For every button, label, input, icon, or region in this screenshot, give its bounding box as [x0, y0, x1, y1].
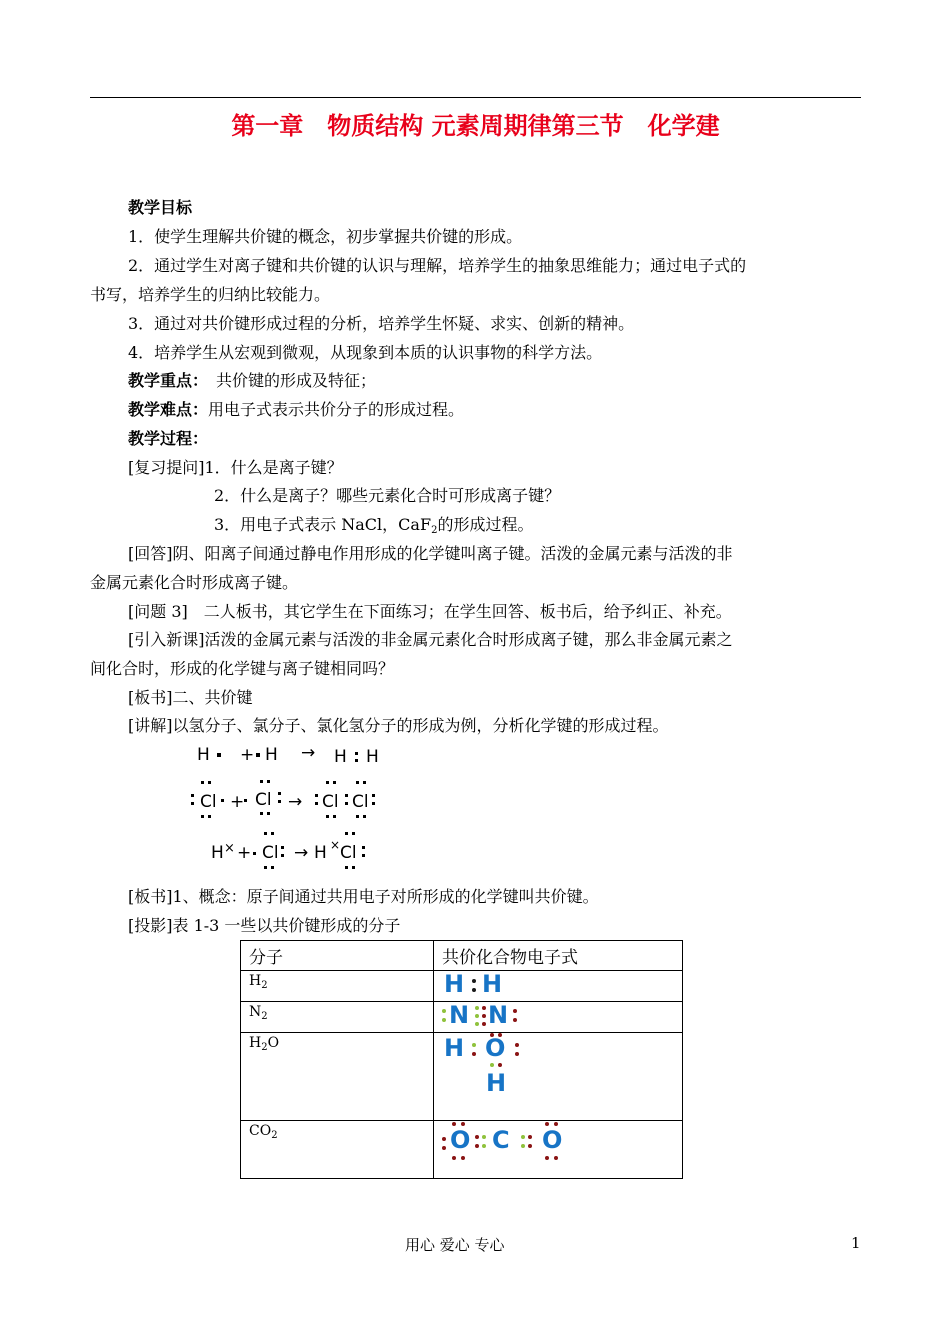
- electron-formula-h2: [434, 971, 683, 1002]
- molecule-table: [240, 940, 683, 1179]
- key-point: [128, 371, 376, 391]
- eq1-arrow: →: [301, 743, 316, 763]
- co2-dot: [545, 1156, 549, 1160]
- molecule-cell: $N_2$: [241, 1002, 434, 1033]
- n2-dot: [442, 1018, 446, 1022]
- n2-dot: [442, 1009, 446, 1013]
- objective-2: 2．通过学生对离子键和共价键的认识与理解，培养学生的抽象思维能力；通过电子式的: [128, 256, 747, 275]
- eq1-plus: +: [240, 745, 255, 765]
- co2-dot: [475, 1144, 479, 1148]
- h2-atom-h: H: [444, 970, 465, 998]
- objective-4: 4．培养学生从宏观到微观，从现象到本质的认识事物的科学方法。: [128, 343, 603, 362]
- h2o-dot: [515, 1052, 519, 1056]
- h2o-dot: [472, 1043, 476, 1047]
- h2o-dot: [498, 1063, 502, 1067]
- difficulty-label: 教学难点：: [128, 400, 209, 419]
- h2o-atom-h: H: [444, 1034, 465, 1062]
- projection: [投影]表 1-3 一些以共价键形成的分子: [128, 916, 401, 935]
- h2o-dot: [490, 1063, 494, 1067]
- eq2-cl-right: Cl: [255, 790, 272, 810]
- n2-dot: [513, 1018, 517, 1022]
- eq3-h: H: [211, 843, 224, 863]
- n2-dot: [482, 1022, 486, 1026]
- intro-2: 间化合时，形成的化学键与离子键相同吗？: [90, 659, 395, 678]
- footer-motto: 用心 爱心 专心: [405, 1236, 505, 1254]
- eq1-pair-dot: [355, 759, 358, 762]
- key-point-label: 教学重点：: [128, 371, 201, 390]
- eq2-prod-cl1: Cl: [322, 792, 339, 812]
- n2-atom-n: N: [449, 1001, 470, 1029]
- eq1-prod-h2: H: [366, 747, 379, 767]
- eq1-prod-h1: H: [334, 747, 347, 767]
- co2-dot: [521, 1135, 525, 1139]
- review-q1: [复习提问]1．什么是离子键？: [128, 458, 343, 477]
- table-header-row: [241, 941, 683, 971]
- electron-formula-h2o: [434, 1033, 683, 1121]
- eq1-h-right: H: [265, 745, 278, 765]
- molecule-cell: $CO_2$: [241, 1121, 434, 1179]
- co2-dot: [482, 1135, 486, 1139]
- eq1-dot: [217, 753, 221, 757]
- process-heading: 教学过程：: [128, 429, 209, 448]
- eq3-plus: +: [237, 843, 252, 863]
- n2-dot: [482, 1006, 486, 1010]
- eq2-arrow: →: [288, 792, 303, 812]
- eq2-plus: +: [230, 792, 245, 812]
- header-rule: [90, 97, 861, 98]
- molecule-cell: $H_2O$: [241, 1033, 434, 1121]
- h2-pair-dot: [472, 979, 476, 983]
- co2-dot: [482, 1144, 486, 1148]
- eq1-dot: [256, 753, 260, 757]
- co2-dot: [461, 1156, 465, 1160]
- n2-atom-n: N: [488, 1001, 509, 1029]
- n2-dot: [475, 1022, 479, 1026]
- co2-dot: [554, 1156, 558, 1160]
- objectives-heading: 教学目标: [128, 198, 193, 217]
- co2-dot: [452, 1156, 456, 1160]
- electron-formula-n2: [434, 1002, 683, 1033]
- page-title: 第一章 物质结构 元素周期律第三节 化学建: [231, 112, 720, 140]
- eq3-electron-dots: [248, 828, 373, 872]
- board-1: [板书]二、共价键: [128, 688, 253, 707]
- co2-atom-o: O: [542, 1126, 563, 1154]
- review-q3-b: 的形成过程。: [437, 515, 534, 534]
- h2o-dot: [515, 1043, 519, 1047]
- co2-dot: [475, 1135, 479, 1139]
- concept: [板书]1、概念：原子间通过共用电子对所形成的化学键叫共价键。: [128, 887, 599, 906]
- n2-dot: [482, 1014, 486, 1018]
- eq3-cl: Cl: [262, 843, 279, 863]
- review-q2: 2．什么是离子？哪些元素化合时可形成离子键？: [214, 486, 561, 505]
- eq3-prod-h: H: [314, 843, 327, 863]
- answer-2: 金属元素化合时形成离子键。: [90, 573, 299, 592]
- table-row: [241, 1002, 683, 1033]
- h2o-atom-o: O: [485, 1034, 506, 1062]
- question-3: [问题 3] 二人板书，其它学生在下面练习；在学生回答、板书后，给予纠正、补充。: [128, 602, 732, 621]
- answer-1: [回答]阴、阳离子间通过静电作用形成的化学键叫离子键。活泼的金属元素与活泼的非: [128, 544, 733, 563]
- n2-dot: [513, 1009, 517, 1013]
- n2-dot: [475, 1014, 479, 1018]
- difficulty-text: 用电子式表示共价分子的形成过程。: [208, 400, 465, 419]
- intro-1: [引入新课]活泼的金属元素与活泼的非金属元素化合时形成离子键，那么非金属元素之: [128, 630, 733, 649]
- co2-atom-o: O: [450, 1126, 471, 1154]
- review-q3: [214, 515, 533, 535]
- eq3-prod-cl: Cl: [340, 843, 357, 863]
- eq2-electron-dots: [188, 778, 378, 822]
- h2-pair-dot: [472, 988, 476, 992]
- objective-1: 1．使学生理解共价键的概念，初步掌握共价键的形成。: [128, 227, 523, 246]
- co2-dot: [442, 1146, 446, 1150]
- objective-3: 3．通过对共价键形成过程的分析，培养学生怀疑、求实、创新的精神。: [128, 314, 635, 333]
- page-number: 1: [851, 1234, 861, 1252]
- objective-2-cont: 书写，培养学生的归纳比较能力。: [90, 285, 331, 304]
- table-row: [241, 1033, 683, 1121]
- lecture: [讲解]以氢分子、氯分子、氯化氢分子的形成为例，分析化学键的形成过程。: [128, 716, 669, 735]
- eq1-pair-dot: [355, 752, 358, 755]
- co2-dot: [528, 1144, 532, 1148]
- h2o-dot: [472, 1052, 476, 1056]
- h2-atom-h: H: [482, 970, 503, 998]
- co2-dot: [442, 1137, 446, 1141]
- co2-atom-c: C: [492, 1126, 510, 1154]
- table-header: 共价化合物电子式: [434, 941, 683, 971]
- eq2-cl-left: Cl: [200, 792, 217, 812]
- eq3-prod-x: ×: [330, 838, 341, 852]
- co2-dot: [521, 1144, 525, 1148]
- molecule-cell: $H_2$: [241, 971, 434, 1002]
- eq3-arrow: →: [294, 843, 309, 863]
- h2o-atom-h: H: [486, 1069, 507, 1097]
- table-header: 分子: [241, 941, 434, 971]
- table-row: [241, 971, 683, 1002]
- co2-dot: [528, 1135, 532, 1139]
- electron-formula-co2: [434, 1121, 683, 1179]
- review-q3-sub: 2: [431, 525, 438, 536]
- eq1-h-left: H: [197, 745, 210, 765]
- eq3-x: ×: [224, 841, 235, 856]
- difficulty: [128, 400, 464, 420]
- eq2-prod-cl2: Cl: [352, 792, 369, 812]
- n2-dot: [475, 1006, 479, 1010]
- review-q3-a: 3．用电子式表示 NaCl，CaF: [214, 515, 432, 534]
- table-row: [241, 1121, 683, 1179]
- key-point-text: 共价键的形成及特征；: [200, 371, 377, 390]
